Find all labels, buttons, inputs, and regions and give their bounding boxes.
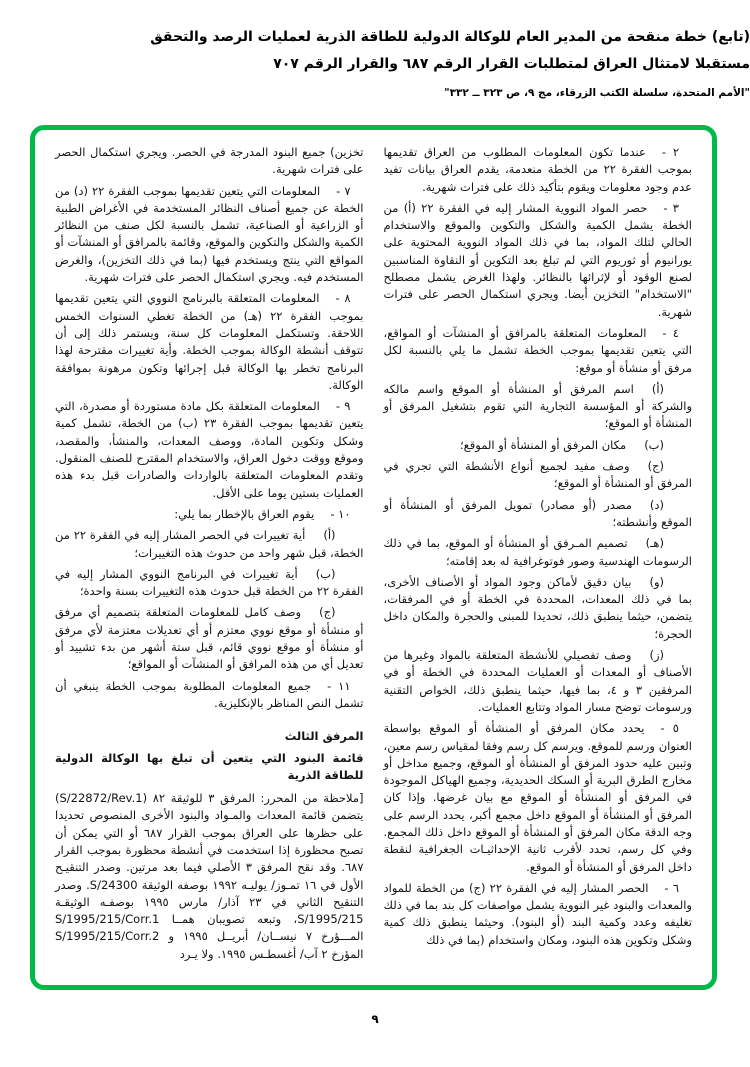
subitem-text: تصميم المـرفق أو المنشأة أو الموقع، بما في ذلك الرسومات الهندسية وصور فوتوغرافية له بعد إقامته؛ [383, 536, 692, 568]
column-right [384, 144, 693, 975]
subitem-label: (أ) [323, 528, 336, 543]
paragraph-number: ٩ - [335, 399, 351, 414]
green-border-frame [30, 125, 717, 990]
paragraph-number: ٤ - [662, 325, 679, 340]
paragraph-number: ٦ - [664, 880, 679, 895]
paragraph-number: ١١ - [327, 678, 351, 693]
subitem-text: وصف مفيد لجميع أنواع الأنشطة التي تجري في المرفق أو المنشأة أو الموقع؛ [383, 459, 692, 491]
source-citation: "الأمم المتحدة، سلسلة الكتب الزرقاء، مج ٩، ص ٣٢٣ ــ ٣٣٢" [444, 86, 750, 99]
two-column-body [55, 144, 692, 975]
title-line-1: (تابع) خطة منقحة من المدير العام للوكالة الدولية للطاقة الذرية لعمليات الرصد والتحقق [150, 29, 750, 45]
paragraph-3 [384, 200, 693, 321]
paragraph-5 [384, 720, 693, 876]
annex-3-subheading: قائمة البنود التي يتعين أن تبلغ بها الوكالة الدولية للطاقة الذرية [55, 750, 364, 782]
subitem-label: (د) [649, 497, 664, 512]
subitem-text: أية تغييرات في البرنامج النووي المشار إليه في الفقرة ٢٢ من الخطة قبل حدوث هذه التغييرات بسنة واحدة؛ [55, 566, 364, 599]
subitem-a [55, 527, 364, 562]
paragraph-text: جميع المعلومات المطلوبة بموجب الخطة ينبغي أن تشمل النص المناظر بالإنكليزية. [55, 678, 364, 710]
paragraph-text: تخزين) جميع البنود المدرجة في الحصر. ويجري استكمال الحصر على فترات شهرية. [55, 145, 364, 177]
paragraph-number: ٨ - [335, 291, 351, 306]
subitem-text: مصدر (أو مصادر) تمويل المرفق أو المنشأة أو الموقع وأنشطته؛ [383, 497, 692, 529]
subitem-w [384, 574, 693, 643]
paragraph-number: ٢ - [661, 145, 679, 159]
paragraph-text: المعلومات التي يتعين تقديمها بموجب الفقرة ٢٢ (د) من الخطة عن جميع أصناف النظائر المستخدمة في الأغراض الطبية أو الزراعية أو الصناعية، تشمل بالنسبة لكل صنف من النظائر الكمية والشكل والتكوين والموقع، وقائمة بالمرافق أو المنشآت أو المواقع التي ينتج ويستخدم فيها (بما في ذلك التخزين)، والغرض المستخدم فيه. ويجري استكمال الحصر على فترات شهرية. [55, 183, 364, 285]
paragraph-4 [384, 325, 693, 377]
subitem-label: (و) [649, 574, 664, 589]
subitem-text: وصف تفصيلي للأنشطة المتعلقة بالمواد وغيرها من الأصناف أو المعدات أو العمليات المحددة في الخطة أو في المرفقين ٣ و ٤، بما فيها، حيثما ينطبق ذلك، الخواص التقنية ورسومات توضح مسار المواد وتتابع العمليات. [383, 648, 692, 714]
paragraph-6-continuation [55, 144, 364, 179]
subitem-label: (ج) [319, 605, 336, 620]
paragraph-text: المعلومات المتعلقة بالمرافق أو المنشآت أو المواقع، التي يتعين تقديمها بموجب الخطة تشمل ما يلي بالنسبة لكل مرفق أو منشأة أو موقع: [383, 325, 692, 375]
subitem-label: (ج) [647, 459, 664, 474]
subitem-label: (ز) [649, 648, 664, 663]
page-number: ٩ [371, 1012, 379, 1026]
subitem-j [384, 458, 693, 493]
subitem-h [384, 535, 693, 570]
paragraph-number: ٧ - [336, 183, 351, 198]
paragraph-text: عندما تكون المعلومات المطلوب من العراق تقديمها بموجب الفقرة ٢٢ من الخطة منعدمة، يقدم العراق بيانات تفيد عدم وجود معلومات ويقوم بتأكيد ذلك على فترات شهرية. [383, 145, 692, 194]
paragraph-text: يقوم العراق بالإخطار بما يلي: [174, 506, 315, 521]
column-left [55, 144, 364, 975]
paragraph-2 [384, 144, 693, 196]
paragraph-6 [384, 880, 693, 949]
subitem-z [384, 647, 693, 716]
subitem-j [55, 604, 364, 673]
subitem-label: (هـ) [645, 536, 664, 551]
subitem-label: (أ) [651, 381, 664, 396]
subitem-label: (ب) [315, 566, 336, 581]
subitem-a [384, 381, 693, 433]
subitem-text: مكان المرفق أو المنشأة أو الموقع؛ [460, 437, 627, 452]
paragraph-7 [55, 183, 364, 287]
paragraph-text: المعلومات المتعلقة بالبرنامج النووي التي يتعين تقديمها بموجب الفقرة ٢٢ (هـ) من الخطة تغطي السنوات الخمس اللاحقة. وتستكمل المعلومات كل سنة، ويستمر ذلك إلى أن تتوقف أنشطة الوكالة بموجب الخطة. وأية تغييرات مقترحة لهذا البرنامج تخطر بها الوكالة قبل إجرائها وتكون مرهونة بموافقة الوكالة. [55, 291, 364, 392]
subitem-text: أية تغييرات في الحصر المشار إليه في الفقرة ٢٢ من الخطة، قبل شهر واحد من حدوث هذه التغييرات؛ [55, 528, 364, 560]
subitem-label: (ب) [644, 437, 664, 452]
title-line-2: مستقبلا لامتثال العراق لمتطلبات القرار الرقم ٦٨٧ والقرار الرقم ٧٠٧ [273, 56, 750, 73]
editor-note: [ملاحظة من المحرر: المرفق ٣ للوثيقة ٨٢ (S/22872/Rev.1) يتضمن قائمة المعدات والمـواد والبنود الأخرى المنصوص تحديدا على حظرها على العراق بموجب القرار ٦٨٧ أو التي يمكن أن تصبح محظورة إذا استخدمت في أنشطة محظورة بموجب القرار ٦٨٧. وقد نقح المرفق ٣ الأصلي فيما بعد مرتين. وصدر التنقيـح الأول في ١٦ تمـوز/ يوليـه ١٩٩٢ بوصفه الوثيقة S/24300. وصدر التنقيح الثاني في ٢٣ آذار/ مارس ١٩٩٥ بوصفـه الوثيقـة S/1995/215، وتبعه تصويبان همــا S/1995/215/Corr.1 المـــؤرخ ٧ نيســان/ أبريــل ١٩٩٥ و S/1995/215/Corr.2 المؤرخ ٢ آب/ أغسطـس ١٩٩٥. ولا يـرد [55, 791, 364, 961]
paragraph-9 [55, 398, 364, 502]
subitem-text: وصف كامل للمعلومات المتعلقة بتصميم أي مرفق أو منشأة أو موقع نووي معتزم أو أي تعديلات معتزمة لأي مرفق أو منشأة أو موقع نووي قائم، قبل ستة أشهر من بدء تشييد أو تعديل أي من هذه المرافق أو المنشآت أو المواقع؛ [55, 605, 364, 672]
paragraph-11 [55, 678, 364, 713]
subitem-b [384, 437, 693, 454]
paragraph-text: المعلومات المتعلقة بكل مادة مستوردة أو مصدرة، التي يتعين تقديمها بموجب الفقرة ٢٣ (ب) من الخطة، تشمل كمية وشكل وتكوين المادة، ووصف المعدات، والمنشأ، والمقصد، وموقع ووقت دخول العراق، والاستخدام المقترح للصنف المنقول. وتقدم المعلومات المتعلقة بالواردات والصادرات قبل بدء هذه العمليات بستين يوما على الأقل. [55, 399, 364, 500]
paragraph-10 [55, 506, 364, 523]
paragraph-text: حصر المواد النووية المشار إليه في الفقرة ٢٢ (أ) من الخطة يشمل الكمية والشكل والتكوين والموقع والاستخدام الحالي لتلك المواد، بما في ذلك المواد النووية المحتوية على يورانيوم أو ثوريوم التي لم تبلغ بعد التكوين أو النقاوة المناسبين لصنع الوقود أو لإثرائها بالنظائر. ولهذا الغرض يشمل مصطلح "الاستخدام" التخزين أيضا. ويجري استكمال الحصر على فترات شهرية. [383, 200, 692, 319]
document-header [0, 30, 750, 102]
paragraph-number: ١٠ - [330, 506, 351, 521]
paragraph-8 [55, 290, 364, 394]
paragraph-text: يحدد مكان المرفق أو المنشأة أو الموقع بواسطة العنوان ورسم للموقع. ويرسم كل رسم وفقا لمقياس رسم معين، وتبين عليه حدود المرفق أو المنشأة أو الموقع، وجميع مداخل أو مخارج الطرق البرية أو السكك الحديدية، وجميع الهياكل الموجودة في المرفق أو المنشأة أو الموقع مع بيان غرضها. وإذا كان المرفق أو المنشأة أو الموقع داخل مجمع أكبر، يحدد الرسم على وجه الدقة مكان المرفق أو المنشأة أو الموقع داخل ذلك المجمع. وفي كل رسم، تحدد لأقرب ثانية الإحداثيـات الجغرافية لنقطة داخل المرفق أو المنشأة أو الموقع. [383, 721, 692, 874]
paragraph-number: ٣ - [663, 200, 679, 215]
subitem-text: اسم المرفق أو المنشأة أو الموقع واسم مالكه والشركة أو المؤسسة التجارية التي تقوم بتشغيل المرفق أو المنشأة أو الموقع؛ [383, 381, 692, 431]
subitem-text: بيان دقيق لأماكن وجود المواد أو الأصناف الأخرى، بما في ذلك المعدات، المحددة في الخطة أو في المرفقات، يتضمن، حيثما ينطبق ذلك، تحديدا للمبنى والحجرة والمكان داخل الحجرة؛ [383, 574, 692, 641]
paragraph-number: ٥ - [660, 721, 679, 736]
paragraph-text: الحصر المشار إليه في الفقرة ٢٢ (ج) من الخطة للمواد والمعدات والبنود غير النووية يشمل مواصفات كل بند بما في ذلك تغليفه وعدد وكمية البند (أو البنود). وحيثما ينطبق ذلك كمية وشكل وتكوين هذه البنود، ومكان واستخدام (بما في ذلك [383, 880, 692, 947]
subitem-b [55, 566, 364, 601]
annex-3-heading: المرفق الثالث [284, 729, 364, 744]
subitem-d [384, 497, 693, 532]
